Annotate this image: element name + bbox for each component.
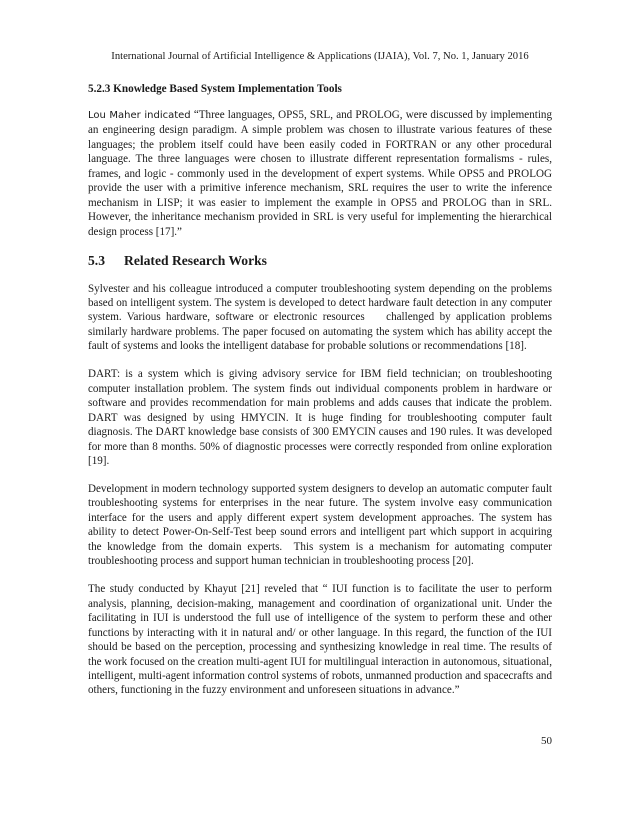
page-body xyxy=(88,50,552,711)
page-number: 50 xyxy=(541,735,552,747)
section-number: 5.3 xyxy=(88,252,105,268)
subsection-paragraph xyxy=(88,108,552,239)
paragraph-dart: DART: is a system which is giving advisory service for IBM field technician; on troubleshooting computer installation problem. The system finds out individual components problem in hardware or software and provides recommendation for main problems and adds causes that indicate the problem. DART was designed by using HMYCIN. It is huge finding for troubleshooting computer fault diagnosis. The DART knowledge base consists of 300 EMYCIN causes and 190 rules. It was developed for more than 8 months. 50% of diagnostic processes were correctly responded from online exploration [19]. xyxy=(88,368,552,468)
subsection-heading: 5.2.3 Knowledge Based System Implementation Tools xyxy=(88,83,342,95)
author-mention: Lou Maher indicated xyxy=(88,110,191,121)
subsection-quote: “Three languages, OPS5, SRL, and PROLOG, were discussed by implementing an engineering design paradigm. A simple problem was chosen to illustrate various features of these languages; the problem itself could have been easily coded in FORTRAN or any other procedural language. The three languages were chosen to illustrate different representation formalisms - rules, frames, and logic - commonly used in the development of expert systems. While OPS5 and PROLOG provide the user with a primitive inference mechanism, SRL requires the user to write the inference mechanism in LISP; it was easier to implement the example in OPS5 and PROLOG than in SRL. However, the inheritance mechanism provided in SRL is very useful for implementing the hierarchical design process [17].” xyxy=(88,109,552,238)
paragraph-sylvester: Sylvester and his colleague introduced a computer troubleshooting system depending on the problems based on intelligent system. The system is developed to detect hardware fault detection in any computer system. Various hardware, software or electronic resources challenged by application problems similarly hardware problems. The paper focused on automating the system which has ability accept the fault of systems and looks the intelligent database for probable solutions or recommendations [18]. xyxy=(88,282,552,353)
running-header: International Journal of Artificial Intelligence & Applications (IJAIA), Vol. 7, No. 1, January 2016 xyxy=(111,51,529,62)
paragraph-khayut: The study conducted by Khayut [21] reveled that “ IUI function is to facilitate the user to perform analysis, planning, decision-making, management and coordination of organizational unit. Under the facilitating in IUI is understood the full use of intelligence of the system to perform these and other functions by interacting with it in natural and/ or other language. In this regard, the function of the IUI should be based on the perception, processing and synthesizing knowledge in real time. The results of the work focused on the creation multi-agent IUI for multilingual interaction in autonomous, situational, intelligent, multi-agent information control systems of robots, unmanned production and spacecrafts and others, functioning in the fuzzy environment and unforeseen situations in advance.” xyxy=(88,583,552,697)
paragraph-development: Development in modern technology supported system designers to develop an automatic computer fault troubleshooting systems for enterprises in the near future. The system involve easy communication interface for the users and apply different expert system development approaches. The system has ability to detect Power-On-Self-Test beep sound errors and intelligent part which support in acquiring the knowledge from the domain experts. This system is a mechanism for automating computer troubleshooting process and support human technician in troubleshooting process [20]. xyxy=(88,483,552,568)
section-heading xyxy=(88,253,552,269)
section-title: Related Research Works xyxy=(124,252,267,268)
